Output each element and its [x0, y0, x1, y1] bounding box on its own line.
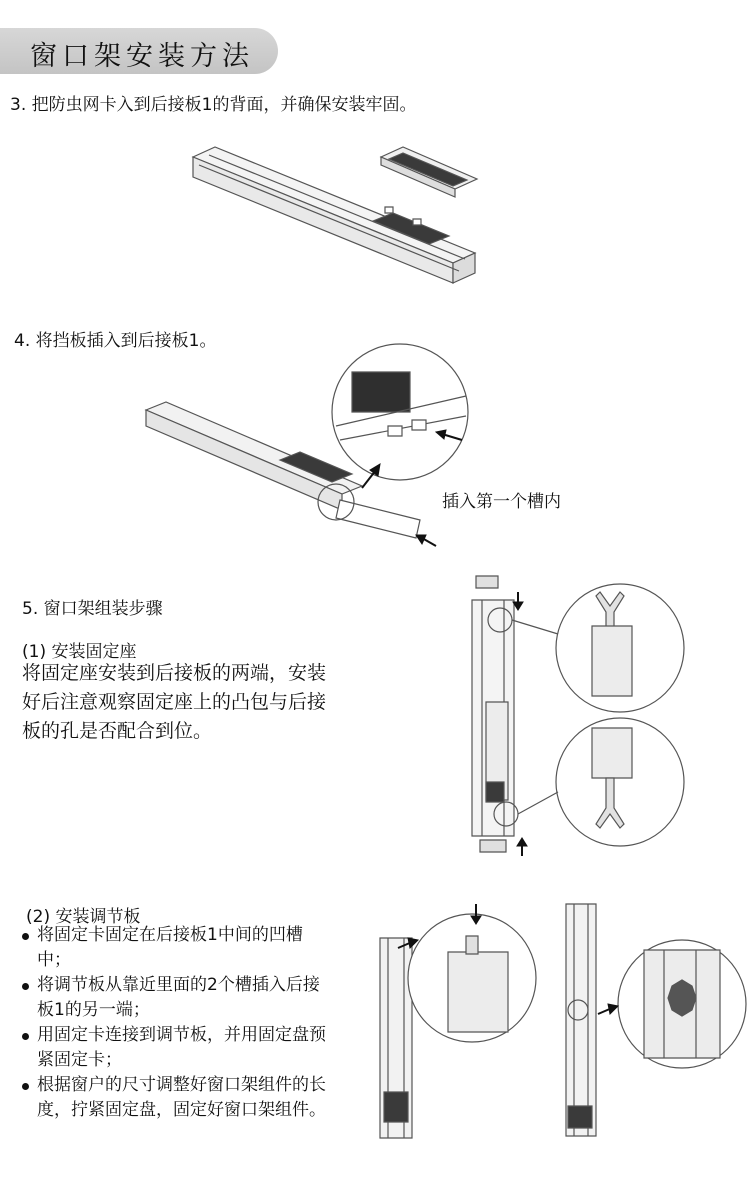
sub1-line: 将固定座安装到后接板的两端，安装: [22, 662, 327, 684]
list-item: 用固定卡连接到调节板，并用固定盘预紧固定卡；: [22, 1023, 330, 1073]
step-5-2-illustration: [370, 896, 748, 1164]
list-item: 根据窗户的尺寸调整好窗口架组件的长度，拧紧固定盘，固定好窗口架组件。: [22, 1073, 330, 1123]
sub2-title: (2) 安装调节板: [26, 907, 141, 927]
list-item: 将调节板从靠近里面的2个槽插入后接板1的另一端；: [22, 973, 330, 1023]
step-4-text: 4. 将挡板插入到后接板1。: [14, 331, 217, 351]
step-4-illustration: [140, 340, 500, 555]
step-3-illustration: [185, 135, 485, 295]
sub1-line: 板的孔是否配合到位。: [22, 720, 213, 742]
step-5-title: 5. 窗口架组装步骤: [22, 599, 163, 619]
sub1-paragraph: [22, 659, 382, 746]
sub1-title: (1) 安装固定座: [22, 642, 137, 662]
sub2-list: [22, 923, 330, 1123]
sub1-line: 好后注意观察固定座上的凸包与后接: [22, 691, 327, 713]
page-title: 窗口架安装方法: [30, 41, 254, 72]
step-3-text: 3. 把防虫网卡入到后接板1的背面，并确保安装牢固。: [10, 95, 417, 115]
step-4-callout: 插入第一个槽内: [442, 492, 561, 512]
step-5-1-illustration: [460, 572, 750, 862]
list-item: 将固定卡固定在后接板1中间的凹槽中；: [22, 923, 330, 973]
